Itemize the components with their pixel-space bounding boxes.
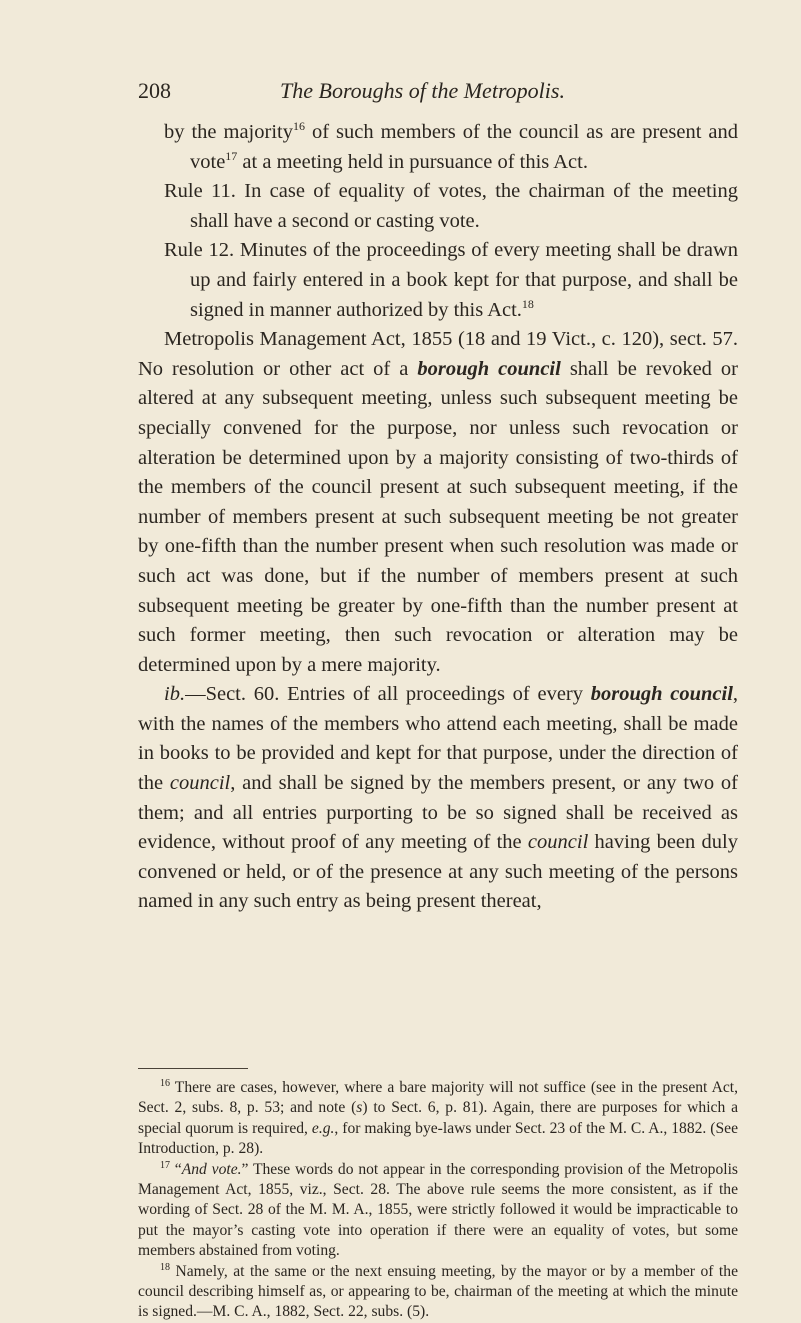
footnote-divider: [138, 1068, 248, 1069]
text-run: ) to Sect. 6, p. 81). Again, there are purposes for which a special quorum is required,: [138, 1099, 738, 1137]
text-run: , with the names of the members who attend each meeting, shall be made in books to be provided and kept for that purpose, under the direction of the: [138, 683, 739, 795]
paragraph-sect-60: [138, 680, 738, 917]
text-run: Rule 12. Minutes of the proceedings of every meeting shall be drawn up and fairly entered in a book kept for that purpose, and shall be signed in manner authorized by this Act.: [164, 239, 738, 321]
main-text: [138, 118, 738, 917]
text-run: , for making bye-laws under Sect. 23 of the M. C. A., 1882. (See Introduction, p. 28).: [138, 1119, 738, 1158]
page-number: 208: [138, 78, 171, 103]
text-run: at a meeting held in pursuance of this Act.: [237, 150, 588, 173]
text-run: ” These words do not appear in the corresponding provision of the Metropolis Management Act, 1855, viz., Sect. 28. The above rule seems the more consistent, as if the wording of Sect. 28 of the M. M. A., 1855, were strictly followed it would be impracticable to put the mayor’s casting vote into operation if there were an equality of votes, but some members abstained from voting.: [138, 1160, 738, 1260]
text-run: shall be revoked or altered at any subsequent meeting, unless such subsequent meeting be specially convened for the purpose, nor unless such revocation or alteration be determined upon by a majority consisting of two-thirds of the members of the council present at such subsequent meeting, if the number of members present at such subsequent meeting be not greater by one-fifth than the number present when such resolution was made or such act was done, but if the number of members present at such subsequent meeting be greater by one-fifth than the number present at such former meeting, then such revocation or alteration may be determined upon by a mere majority.: [138, 357, 739, 676]
emphasis-borough-council: borough council: [590, 683, 733, 706]
text-run: Metropolis Management Act, 1855 (18 and 19 Vict., c. 120), sect. 57. No resolution or other act of a: [138, 328, 738, 380]
footnote-ref-18: 18: [521, 296, 534, 311]
footnote-number: 16: [160, 1078, 170, 1089]
footnote-16: [138, 1078, 738, 1160]
emphasis: s: [356, 1099, 363, 1117]
ibid-abbrev: ib.: [164, 683, 186, 706]
text-run: “: [170, 1160, 182, 1178]
text-run: —Sect. 60. Entries of all proceedings of every: [185, 683, 591, 706]
paragraph-rule-10-continuation: [138, 118, 738, 177]
text-run: There are cases, however, where a bare majority will not suffice (see in the present Act, Sect. 2, subs. 8, p. 53; and note (: [138, 1079, 738, 1117]
emphasis: e.g.: [311, 1119, 335, 1137]
emphasis-council: council: [527, 831, 589, 854]
text-run: , and shall be signed by the members present, or any two of them; and all entries purporting to be so signed shall be received as evidence, without proof of any meeting of the: [138, 772, 738, 854]
text-run: Namely, at the same or the next ensuing meeting, by the mayor or by a member of the council describing himself as, or appearing to be, chairman of the meeting at which the minute is signed.—M. C. A., 1882, Sect. 22, subs. (5).: [138, 1262, 738, 1321]
paragraph-rule-12: [138, 236, 738, 325]
paragraph-rule-11: Rule 11. In case of equality of votes, the chairman of the meeting shall have a second or casting vote.: [164, 180, 738, 232]
paragraph-sect-57: [138, 325, 738, 680]
emphasis-borough-council: borough council: [417, 357, 561, 380]
text-run: having been duly convened or held, or of the presence at any such meeting of the persons named in any such entry as being present thereat,: [138, 831, 738, 913]
emphasis: And vote.: [181, 1160, 242, 1178]
text-run: by the majority: [164, 121, 293, 143]
text-run: of such members of the council as are present and vote: [190, 121, 738, 173]
footnote-number: 18: [160, 1261, 170, 1273]
emphasis-council: council: [169, 772, 231, 795]
footnote-ref-17: 17: [225, 148, 238, 163]
footnotes: [138, 1078, 738, 1323]
footnote-17: [138, 1160, 738, 1262]
footnote-number: 17: [160, 1159, 170, 1171]
running-title: The Boroughs of the Metropolis.: [280, 78, 565, 103]
footnote-18: [138, 1262, 738, 1323]
footnote-ref-16: 16: [292, 119, 305, 133]
